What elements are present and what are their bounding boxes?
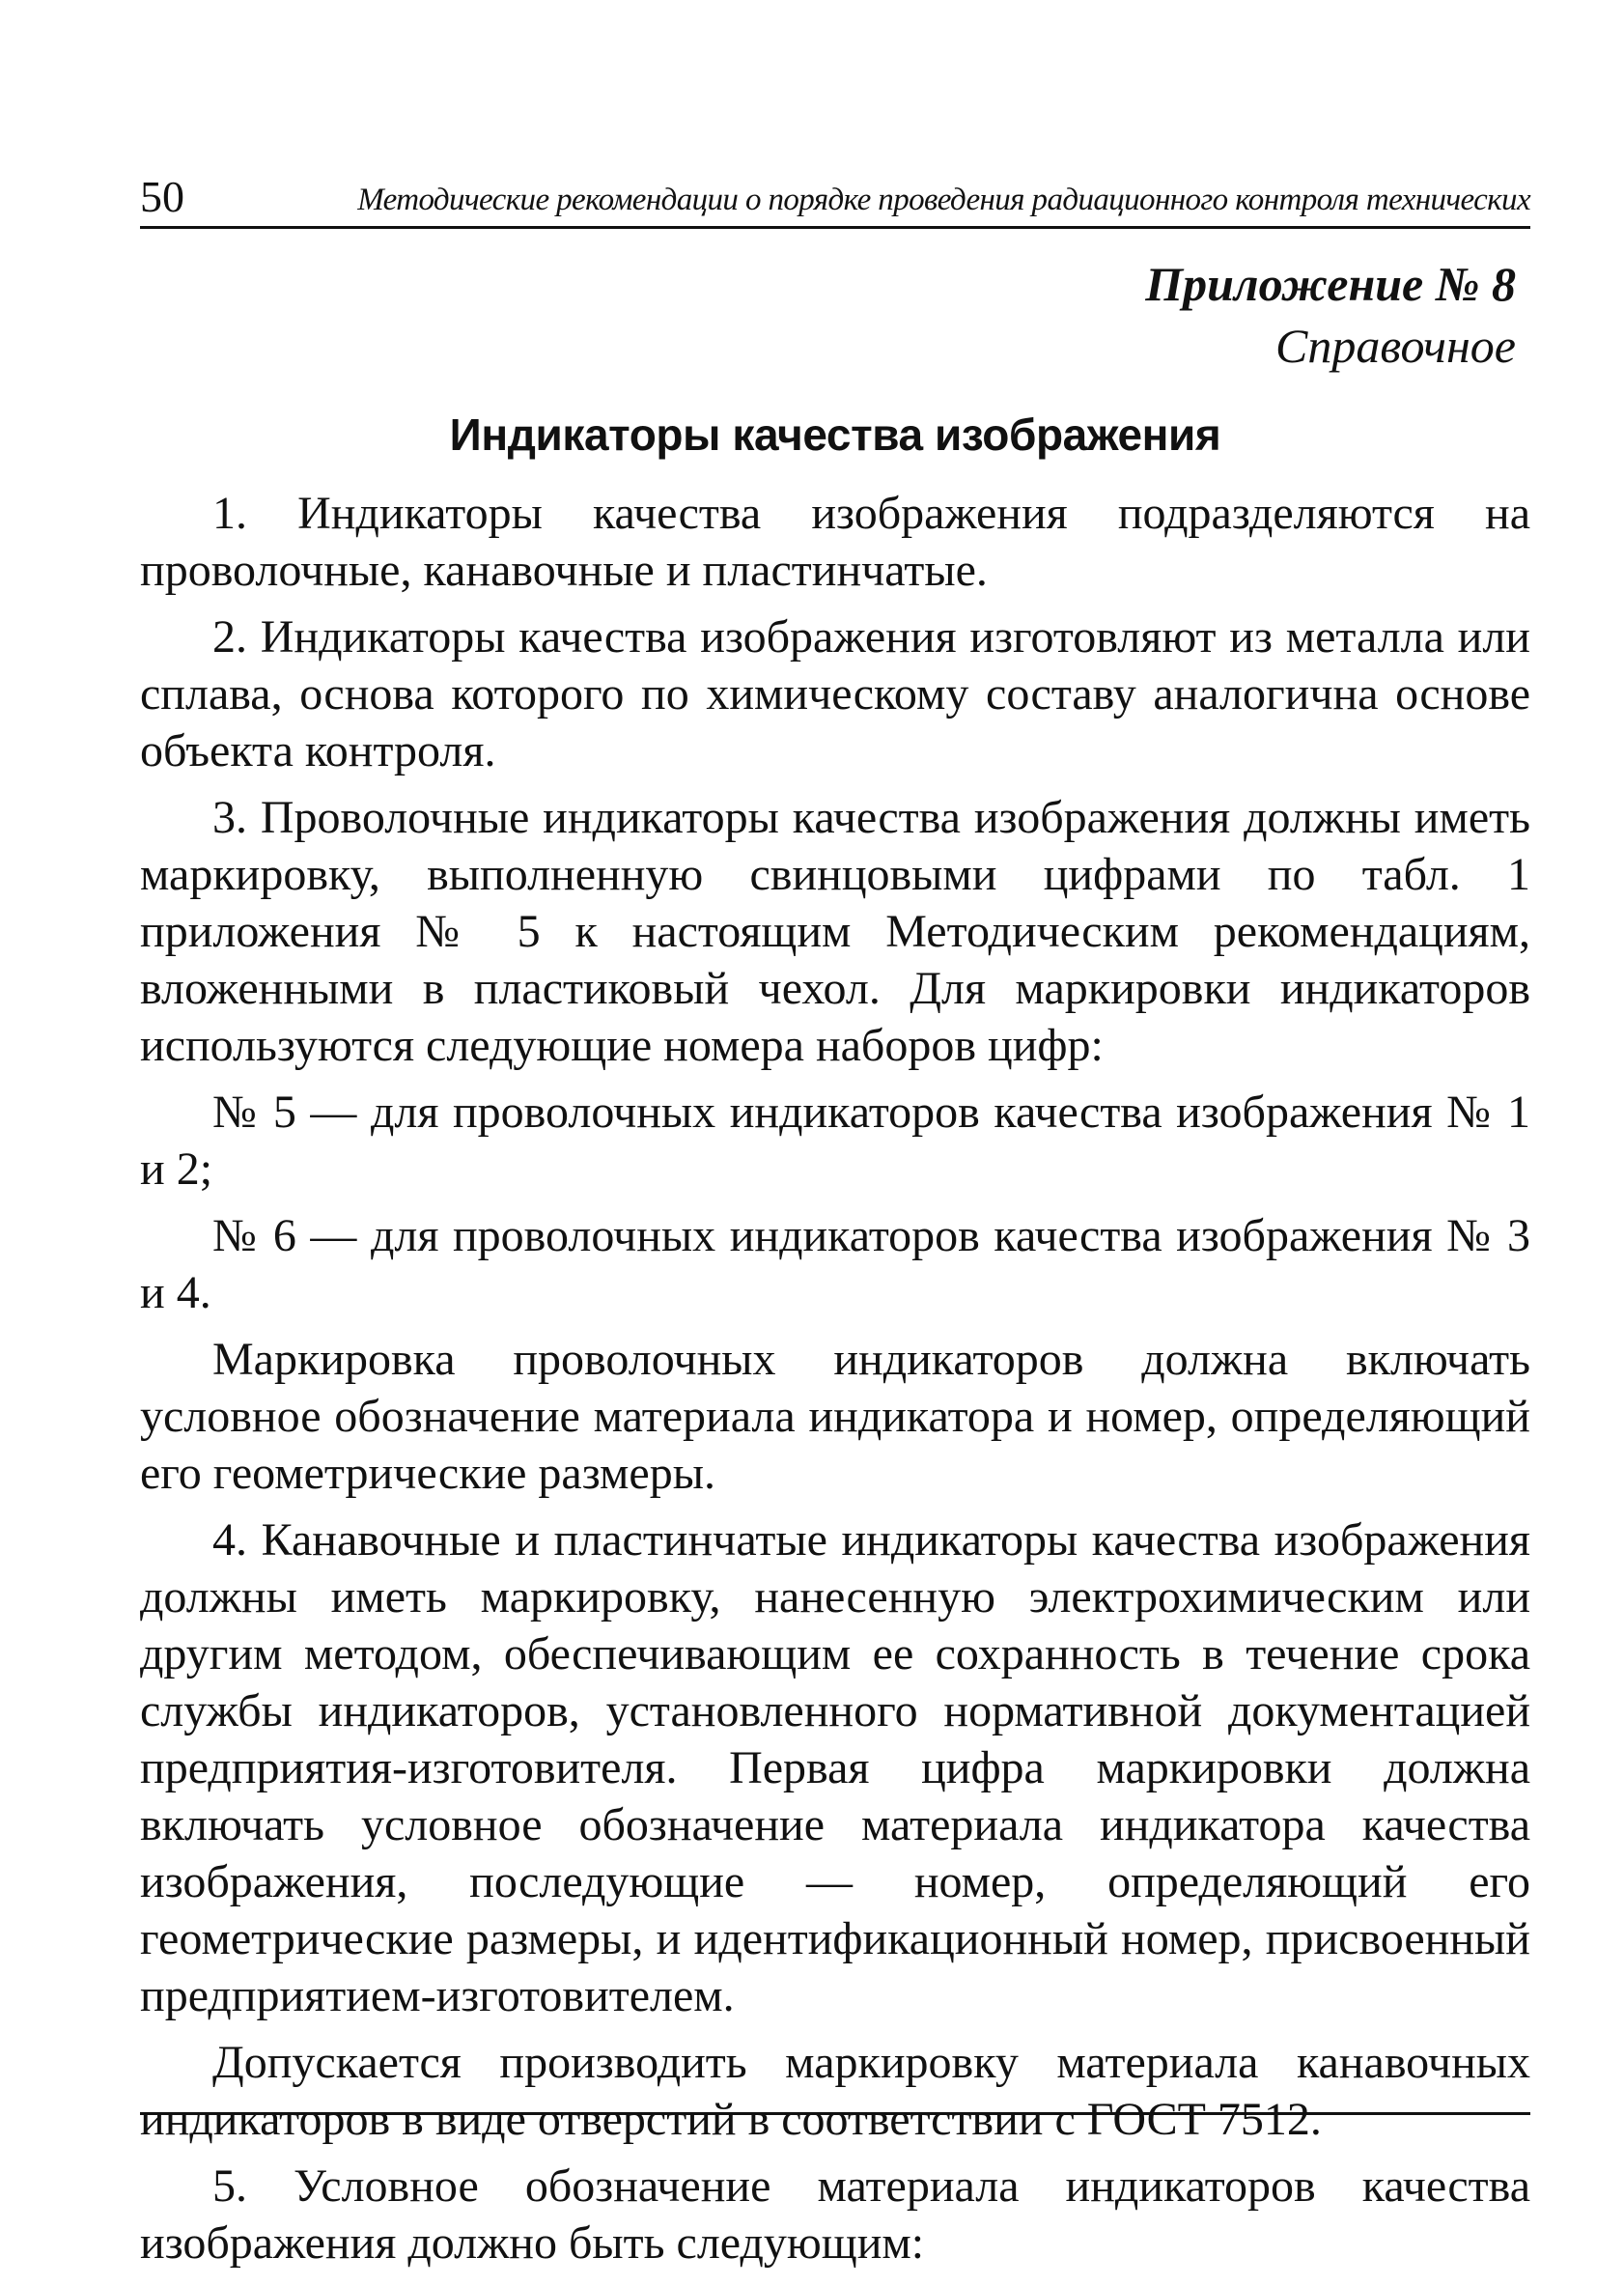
paragraph-1: 1. Индикаторы качества изображения подразделяются на проволочные, канавочные и пластинчатые. — [140, 488, 1530, 596]
body-text — [140, 485, 1530, 2281]
running-title: Методические рекомендации о порядке проведения радиационного контроля технических — [357, 183, 1530, 217]
paragraph-4: 4. Канавочные и пластинчатые индикаторы качества изображения должны иметь маркировку, нанесенную электрохимическим или другим методом, обеспечивающим ее сохранность в течение срока службы индикаторов, установленного нормативной документацией предприятия-изготовителя. Первая цифра маркировки должна включать условное обозначение материала индикатора качества изображения, последующие — номер, определяющий его геометрические размеры, и идентификационный номер, присвоенный предприятием-изготовителем. — [140, 1514, 1530, 2021]
paragraph-set-5: № 5 — для проволочных индикаторов качества изображения № 1 и 2; — [140, 1087, 1530, 1195]
appendix-type: Справочное — [1275, 319, 1516, 373]
appendix-block — [1145, 253, 1516, 377]
paragraph-set-6: № 6 — для проволочных индикаторов качества изображения № 3 и 4. — [140, 1210, 1530, 1318]
paragraph-marking-wire: Маркировка проволочных индикаторов должна включать условное обозначение материала индикатора и номер, определяющий его геометрические размеры. — [140, 1334, 1530, 1499]
bottom-divider — [140, 2112, 1530, 2115]
paragraph-2: 2. Индикаторы качества изображения изготовляют из металла или сплава, основа которого по химическому составу аналогична основе объекта контроля. — [140, 611, 1530, 776]
appendix-label: Приложение № 8 — [1145, 257, 1516, 311]
page-header — [140, 164, 1530, 229]
page-number: 50 — [140, 172, 184, 221]
paragraph-3: 3. Проволочные индикаторы качества изображения должны иметь маркировку, выполненную свинцовыми цифрами по табл. 1 приложения № 5 к настоящим Методическим рекомендациям, вложенными в пластиковый чехол. Для маркировки индикаторов используются следующие номера наборов цифр: — [140, 792, 1530, 1071]
document-title: Индикаторы качества изображения — [449, 409, 1221, 460]
paragraph-5: 5. Условное обозначение материала индикаторов качества изображения должно быть следующим: — [140, 2160, 1530, 2269]
paragraph-marking-groove: Допускается производить маркировку материала канавочных индикаторов в виде отверстий в соответствии с ГОСТ 7512. — [140, 2037, 1530, 2145]
